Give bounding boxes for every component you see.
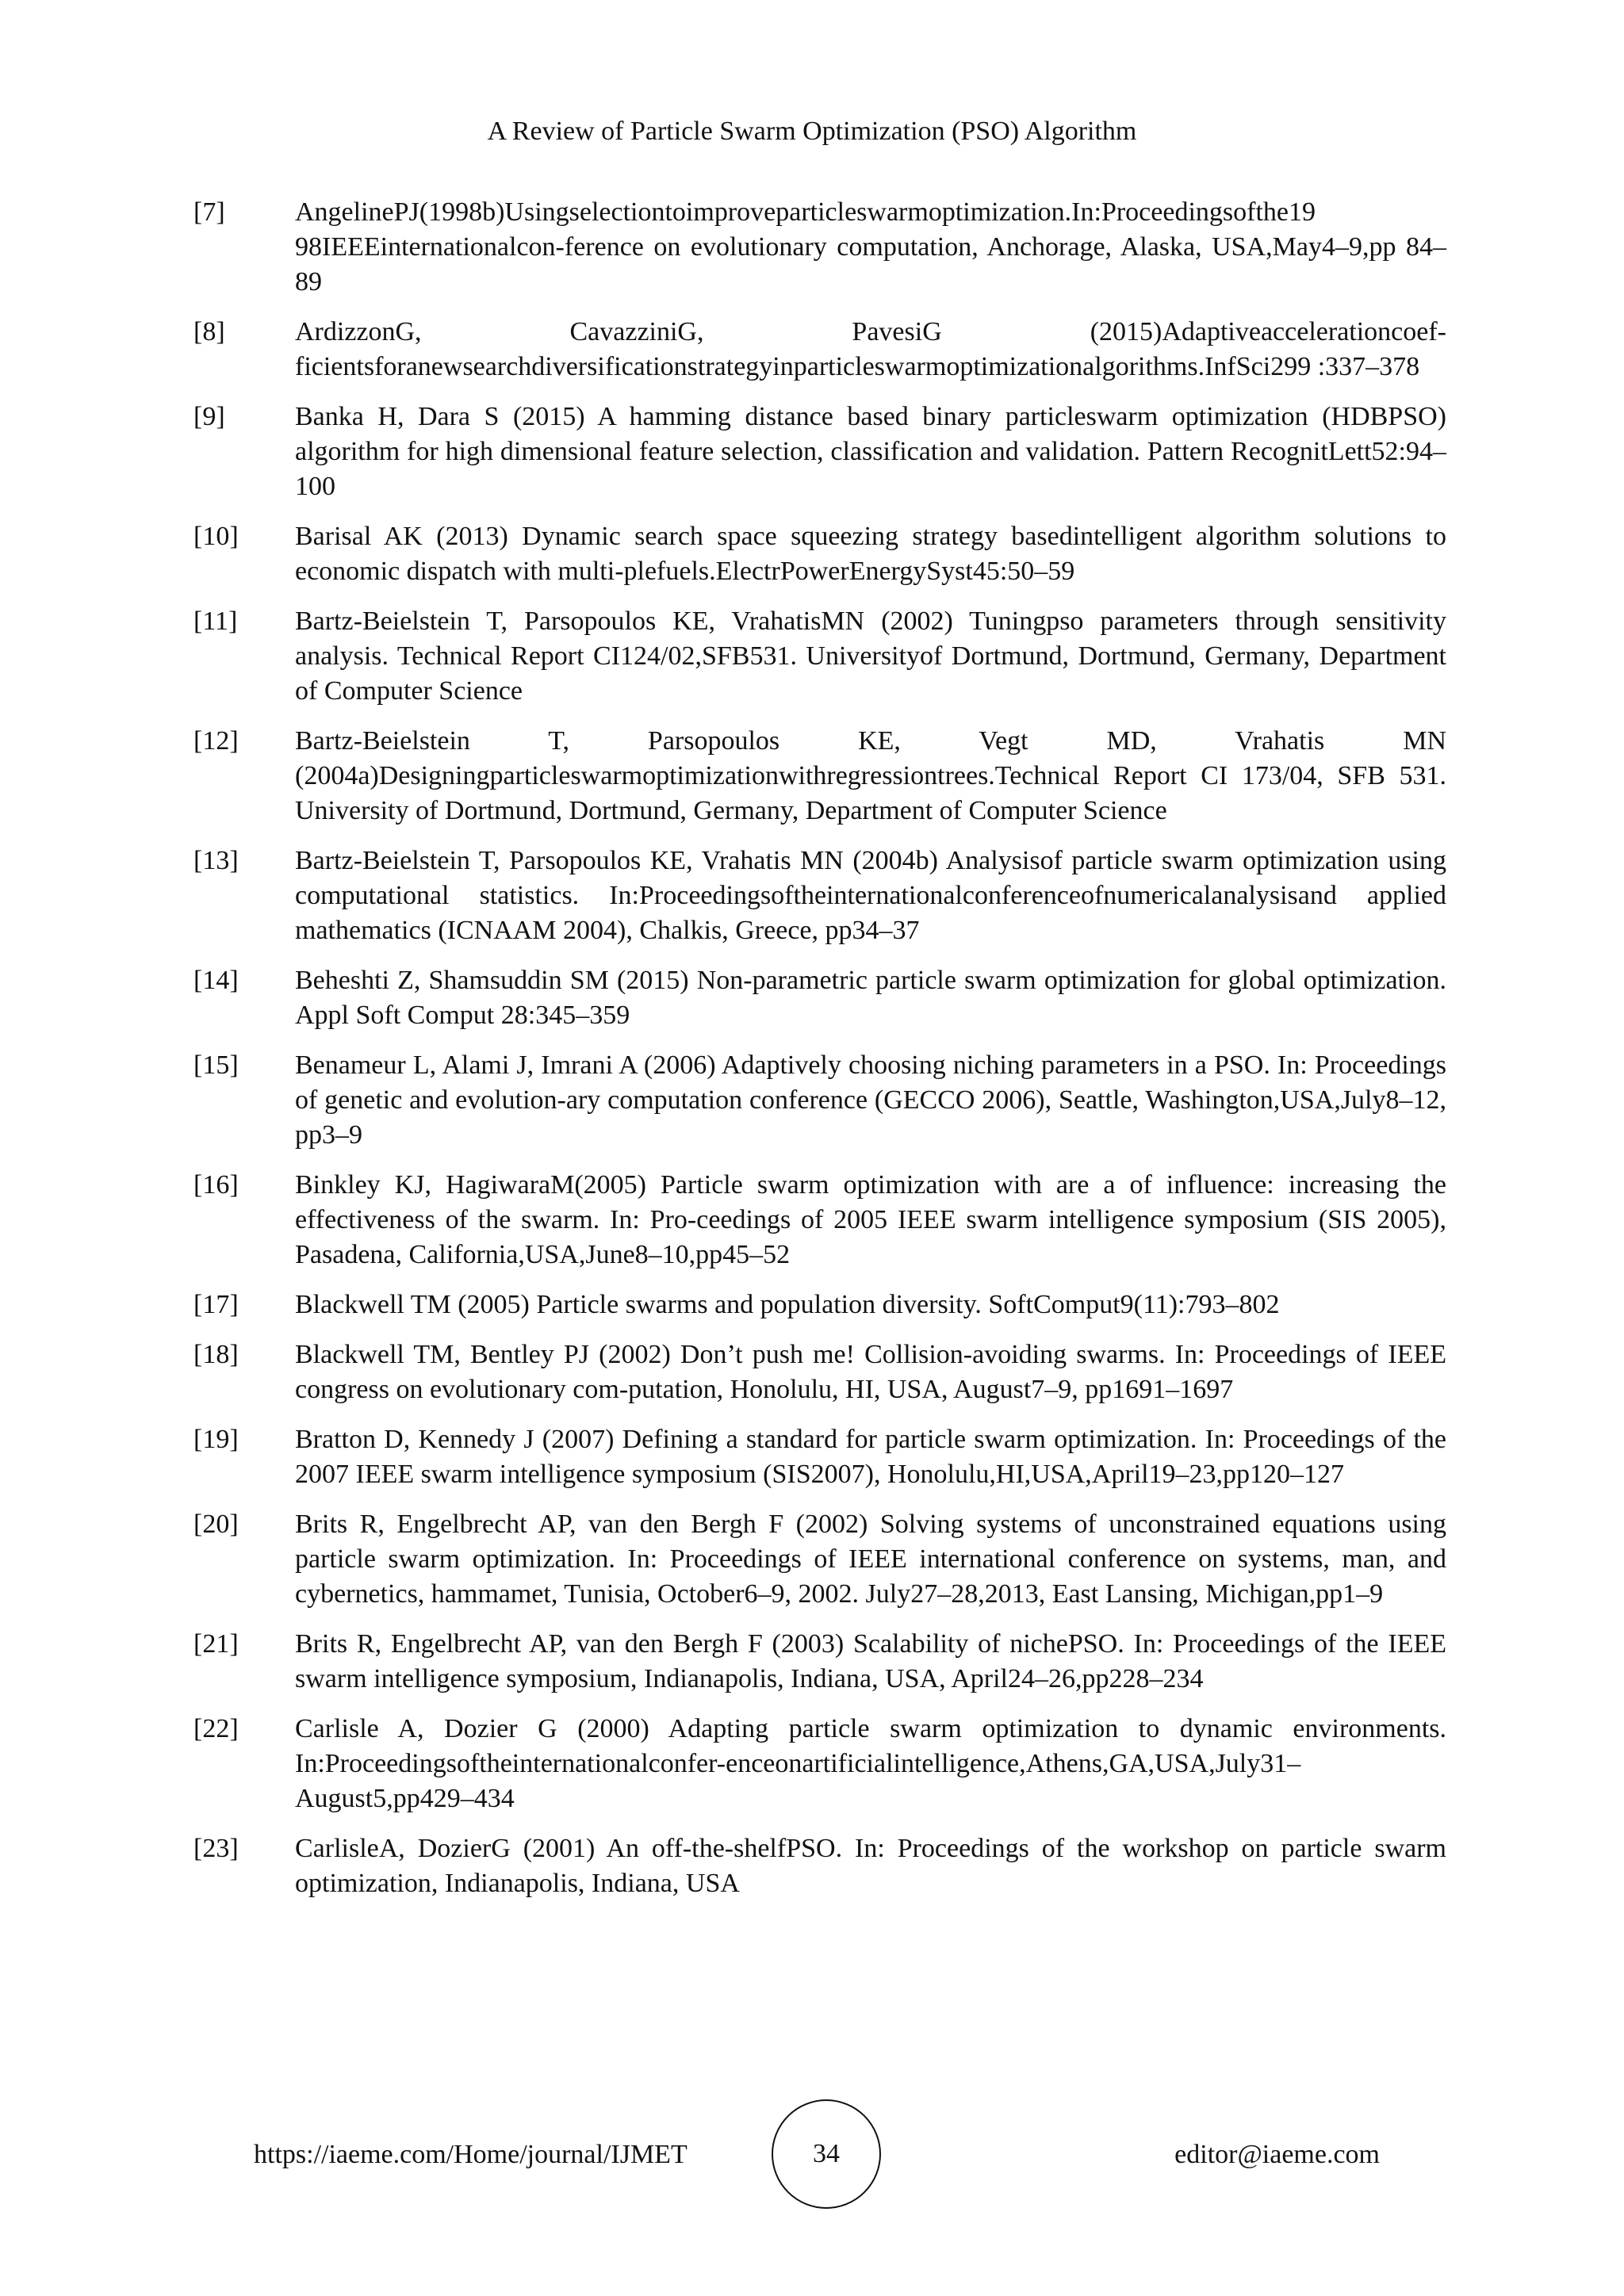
reference-item	[193, 315, 1446, 385]
reference-number: [11]	[193, 607, 238, 636]
page-number: 34	[813, 2139, 840, 2168]
reference-item	[193, 1288, 1446, 1322]
reference-text: Binkley KJ, HagiwaraM(2005) Particle swarm optimization with are a of influence: increasing the effectiveness of the swarm. In: Pro-ceedings of 2005 IEEE swarm intelligence symposium (SIS 2005), Pasadena, California,USA,June8–10,pp45–52	[295, 1170, 1446, 1269]
reference-number: [19]	[193, 1425, 239, 1454]
reference-text: Blackwell TM (2005) Particle swarms and population diversity. SoftComput9(11):793–802	[295, 1290, 1280, 1319]
reference-item	[193, 724, 1446, 828]
reference-number: [8]	[193, 317, 225, 346]
reference-item	[193, 1337, 1446, 1407]
reference-number: [20]	[193, 1510, 239, 1539]
reference-item	[193, 604, 1446, 709]
reference-number: [23]	[193, 1834, 239, 1863]
reference-number: [17]	[193, 1290, 239, 1319]
reference-text: AngelinePJ(1998b)Usingselectiontoimproveparticleswarmoptimization.In:Proceedingsofthe19 98IEEEinternationalcon-ference on evolutionary computation, Anchorage, Alaska, USA,May4–9,pp 84–89	[295, 197, 1446, 297]
reference-list	[193, 195, 1446, 1916]
reference-text: Beheshti Z, Shamsuddin SM (2015) Non-parametric particle swarm optimization for global optimization. Appl Soft Comput 28:345–359	[295, 966, 1446, 1030]
reference-item	[193, 195, 1446, 300]
reference-item	[193, 1422, 1446, 1492]
reference-text: Bratton D, Kennedy J (2007) Defining a standard for particle swarm optimization. In: Proceedings of the 2007 IEEE swarm intelligence symposium (SIS2007), Honolulu,HI,USA,April19–23,pp120–127	[295, 1425, 1446, 1489]
reference-text: Benameur L, Alami J, Imrani A (2006) Adaptively choosing niching parameters in a PSO. In: Proceedings of genetic and evolution-ary computation conference (GECCO 2006), Seattle, Washington,USA,July8–12, pp3–9	[295, 1050, 1446, 1150]
reference-item	[193, 844, 1446, 948]
reference-number: [12]	[193, 726, 239, 756]
reference-text: Blackwell TM, Bentley PJ (2002) Don’t push me! Collision-avoiding swarms. In: Proceedings of IEEE congress on evolutionary com-putation, Honolulu, HI, USA, August7–9, pp1691–1697	[295, 1340, 1446, 1404]
reference-item	[193, 1168, 1446, 1272]
reference-text: CarlisleA, DozierG (2001) An off-the-shelfPSO. In: Proceedings of the workshop on particle swarm optimization, Indianapolis, Indiana, USA	[295, 1834, 1446, 1898]
reference-number: [14]	[193, 966, 239, 995]
reference-number: [7]	[193, 197, 225, 227]
running-title: A Review of Particle Swarm Optimization (PSO) Algorithm	[487, 117, 1137, 146]
reference-number: [16]	[193, 1170, 239, 1200]
reference-item	[193, 963, 1446, 1033]
reference-item	[193, 1831, 1446, 1901]
reference-item	[193, 400, 1446, 504]
reference-number: [13]	[193, 846, 239, 875]
reference-text: Banka H, Dara S (2015) A hamming distance based binary particleswarm optimization (HDBPSO) algorithm for high dimensional feature selection, classification and validation. Pattern RecognitLett52:94–100	[295, 402, 1446, 501]
page-number-circle	[772, 2099, 881, 2209]
page-footer	[0, 2099, 1624, 2210]
reference-number: [22]	[193, 1714, 239, 1743]
reference-text: Bartz-Beielstein T, Parsopoulos KE, Vrahatis MN (2004b) Analysisof particle swarm optimization using computational statistics. In:Proceedingsoftheinternationalconferenceofnumericalanalysisand applied mathematics (ICNAAM 2004), Chalkis, Greece, pp34–37	[295, 846, 1446, 945]
reference-text: Carlisle A, Dozier G (2000) Adapting particle swarm optimization to dynamic environments. In:Proceedingsoftheinternationalconfer-enceonartificialintelligence,Athens,GA,USA,July31–August5,pp429–434	[295, 1714, 1446, 1813]
reference-number: [9]	[193, 402, 225, 431]
reference-number: [18]	[193, 1340, 239, 1369]
journal-url-link[interactable]: https://iaeme.com/Home/journal/IJMET	[254, 2140, 688, 2169]
reference-number: [15]	[193, 1050, 239, 1080]
reference-text: ArdizzonG, CavazziniG, PavesiG (2015)Adaptiveaccelerationcoef-ficientsforanewsearchdiversificationstrategyinparticleswarmoptimizationalgorithms.InfSci299 :337–378	[295, 317, 1446, 381]
editor-email-link[interactable]: editor@iaeme.com	[1174, 2140, 1380, 2169]
reference-item	[193, 1627, 1446, 1697]
reference-text: Bartz-Beielstein T, Parsopoulos KE, Vegt MD, Vrahatis MN (2004a)Designingparticleswarmoptimizationwithregressiontrees.Technical Report CI 173/04, SFB 531. University of Dortmund, Dortmund, Germany, Department of Computer Science	[295, 726, 1446, 825]
reference-item	[193, 1712, 1446, 1816]
reference-number: [10]	[193, 522, 239, 551]
reference-text: Barisal AK (2013) Dynamic search space squeezing strategy basedintelligent algorithm solutions to economic dispatch with multi-plefuels.ElectrPowerEnergySyst45:50–59	[295, 522, 1446, 586]
reference-text: Brits R, Engelbrecht AP, van den Bergh F (2003) Scalability of nichePSO. In: Proceedings of the IEEE swarm intelligence symposium, Indianapolis, Indiana, USA, April24–26,pp228–234	[295, 1629, 1446, 1693]
reference-number: [21]	[193, 1629, 239, 1659]
reference-item	[193, 519, 1446, 589]
reference-item	[193, 1048, 1446, 1153]
reference-text: Bartz-Beielstein T, Parsopoulos KE, VrahatisMN (2002) Tuningpso parameters through sensitivity analysis. Technical Report CI124/02,SFB531. Universityof Dortmund, Dortmund, Germany, Department of Computer Science	[295, 607, 1446, 706]
reference-item	[193, 1507, 1446, 1612]
reference-text: Brits R, Engelbrecht AP, van den Bergh F (2002) Solving systems of unconstrained equations using particle swarm optimization. In: Proceedings of IEEE international conference on systems, man, and cybernetics, hammamet, Tunisia, October6–9, 2002. July27–28,2013, East Lansing, Michigan,pp1–9	[295, 1510, 1446, 1609]
